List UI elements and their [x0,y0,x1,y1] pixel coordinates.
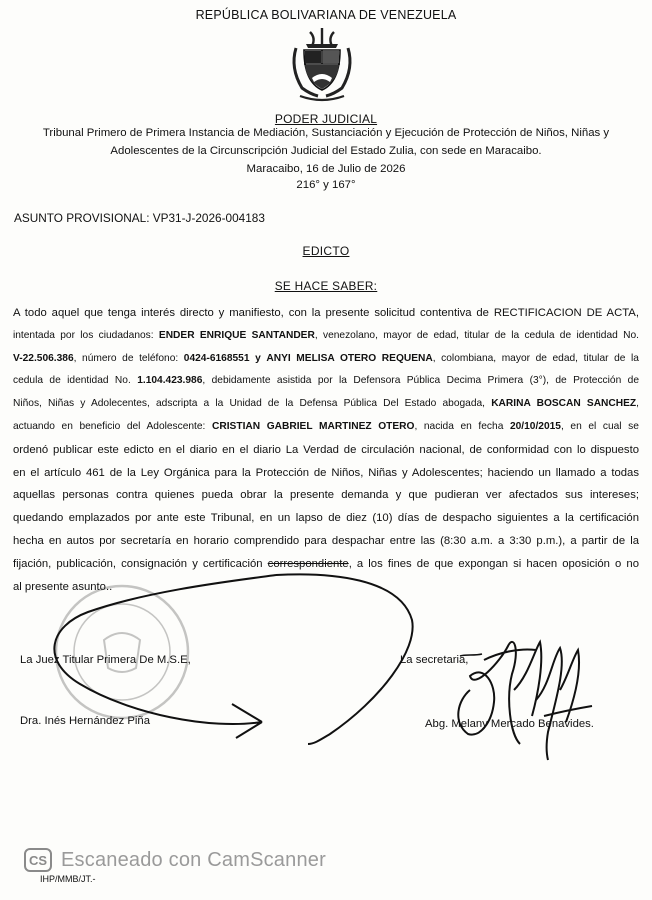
document-initials: IHP/MMB/JT.- [40,874,96,884]
body-line-5 [13,393,639,416]
se-hace-saber-title: SE HACE SABER: [274,279,378,293]
applicant-id-2: 1.104.423.986 [137,375,203,387]
body-text: , nacida en fecha [414,420,504,432]
court-stamp-icon [56,586,188,718]
secretaria-label: La secretaria, [400,654,469,666]
body-line-6 [13,416,639,439]
coat-of-arms-icon [282,24,362,104]
body-text: intentada por los ciudadanos: [13,329,154,341]
body-text: y [255,352,261,364]
body-line-3 [13,348,639,371]
minor-birthdate: 20/10/2015 [509,420,561,432]
body-text: , a los fines de que expongan si hacen oposición o no [348,557,639,570]
body-text: actuando en beneficio del Adolescente: [13,420,206,432]
minor-name: CRISTIAN GABRIEL MARTINEZ OTERO [212,420,415,432]
applicant-name-2: ANYI MELISA OTERO REQUENA [266,352,433,364]
edicto-title: EDICTO [302,244,350,258]
applicant-name-1: ENDER ENRIQUE SANTANDER [158,329,315,341]
body-text: fijación, publicación, consignación y certificación [13,557,263,570]
body-text: , en el cual se [560,420,639,432]
secretaria-name: Abg. Melany Mercado Benavides. [425,718,594,730]
body-line-11: hecha en autos por secretaría en horario comprendido para despachar entre las (8:30 a.m. a 3:30 p.m.), a partir de la [13,534,639,547]
body-text: , colombiana, mayor de edad, titular de la [432,352,639,364]
body-line-8: en el artículo 461 de la Ley Orgánica para la Protección de Niños, Niñas y Adolescentes; haciendo un llamado a todas [13,466,639,479]
body-line-9: aquellas personas contra quienes pueda obrar la presente demanda y que pudieran ver afectados sus intereses; [13,489,639,502]
camscanner-logo-icon: CS [24,848,52,872]
body-text: , número de teléfono: [73,352,179,364]
body-text: , debidamente asistida por la Defensora Pública Decima Primera (3°), de Protección de [202,375,639,387]
tribunal-line-2: Adolescentes de la Circunscripción Judicial del Estado Zulia, con sede en Maracaibo. [110,145,542,157]
body-text: Niños, Niñas y Adolecentes, adscripta a la Unidad de la Defensa Pública Del Estado abogada, [13,398,486,410]
struck-word: correspondiente [267,557,349,570]
body-line-7: ordenó publicar este edicto en el diario en el diario La Verdad de circulación nacional, de conformidad con lo dispuesto [13,443,639,456]
camscanner-watermark [24,848,326,872]
tribunal-line-1: Tribunal Primero de Primera Instancia de Mediación, Sustanciación y Ejecución de Protección de Niños, Niñas y [42,127,610,139]
body-line-4 [13,370,639,393]
body-line-2 [13,325,639,348]
body-line-1: A todo aquel que tenga interés directo y manifiesto, con la presente solicitud contentiva de RECTIFICACION DE ACTA, [13,307,639,319]
document-date: Maracaibo, 16 de Julio de 2026 [246,163,406,175]
republic-heading: REPÚBLICA BOLIVARIANA DE VENEZUELA [195,8,457,22]
lawyer-name: KARINA BOSCAN SANCHEZ [491,398,637,410]
body-line-13: al presente asunto.. [13,580,113,593]
juez-label: La Juez Titular Primera De M.S.E, [20,654,191,666]
applicant-id-1: V-22.506.386 [13,352,74,364]
body-text: , venezolano, mayor de edad, titular de la cedula de identidad No. [314,329,639,341]
juez-name: Dra. Inés Hernández Piña [20,715,150,727]
camscanner-text: Escaneado con CamScanner [61,848,326,871]
body-text: , [636,398,639,410]
body-text: cedula de identidad No. [13,375,131,387]
body-line-10: quedando emplazados por ante este Tribunal, en un lapso de diez (10) días de despacho siguientes a la certificación [13,512,639,525]
applicant-phone: 0424-6168551 [183,352,250,364]
secretaria-signature-icon [458,642,592,760]
poder-judicial-heading: PODER JUDICIAL [274,112,378,126]
edicto-body [13,302,639,598]
asunto-number: ASUNTO PROVISIONAL: VP31-J-2026-004183 [14,211,265,225]
document-years: 216° y 167° [296,179,356,191]
body-line-12 [13,553,639,576]
